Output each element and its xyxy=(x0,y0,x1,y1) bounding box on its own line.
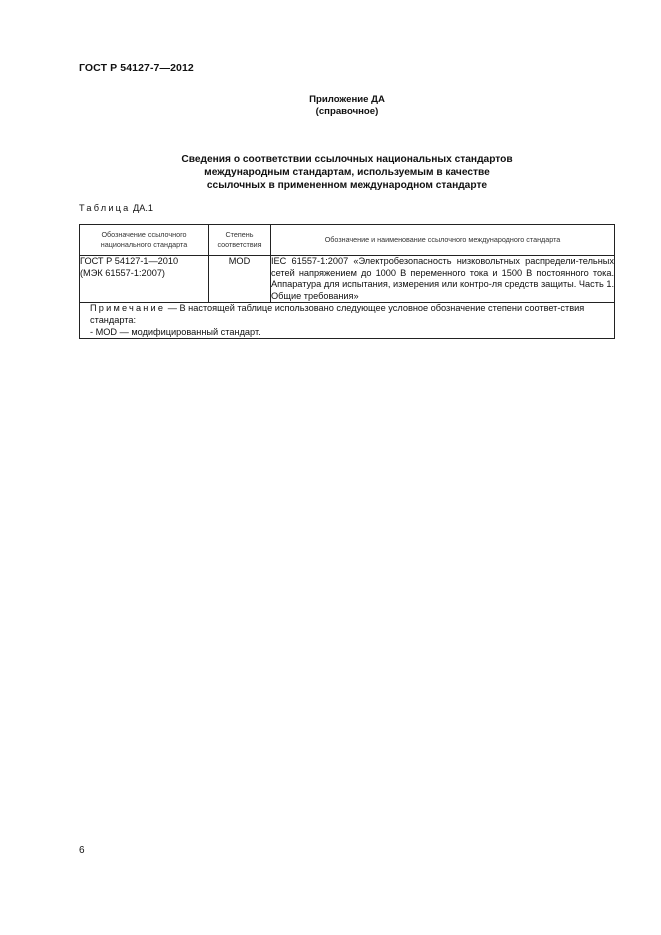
section-title-line-1: Сведения о соответствии ссылочных национальных стандартов xyxy=(181,154,513,165)
appendix-heading xyxy=(0,94,661,118)
table-caption xyxy=(79,203,153,213)
section-title-line-2: международным стандартам, используемым в качестве xyxy=(204,167,490,178)
note-label: Примечание xyxy=(90,303,166,314)
page-number: 6 xyxy=(79,845,85,856)
table-note xyxy=(80,303,615,339)
header-international-standard: Обозначение и наименование ссылочного международного стандарта xyxy=(271,225,615,256)
cell-degree: MOD xyxy=(209,256,271,303)
table-header-row xyxy=(80,225,615,256)
note-item: - MOD — модифицированный стандарт. xyxy=(90,326,261,337)
note-text: — В настоящей таблице использовано следующее условное обозначение степени соответ-ствия стандарта: xyxy=(90,303,585,325)
header-national-standard: Обозначение ссылочного национального стандарта xyxy=(80,225,209,256)
cell-national-standard: ГОСТ Р 54127-1—2010 (МЭК 61557-1:2007) xyxy=(80,256,209,303)
table-row xyxy=(80,256,615,303)
section-title xyxy=(0,153,661,192)
section-title-line-3: ссылочных в примененном международном стандарте xyxy=(206,180,488,191)
document-id-header: ГОСТ Р 54127-7—2012 xyxy=(79,62,194,74)
cell-international-standard: IEC 61557-1:2007 «Электробезопасность низковольтных распредели-тельных сетей напряжением до 1000 В переменного тока и 1500 В постоянного тока. Аппаратура для испытания, измерения или контро-ля средств защиты. Часть 1. Общие требования» xyxy=(271,256,615,303)
appendix-title: Приложение ДА xyxy=(309,94,385,105)
header-degree: Степень соответствия xyxy=(209,225,271,256)
table-caption-number: ДА.1 xyxy=(133,203,154,213)
reference-standards-table xyxy=(79,224,615,339)
appendix-subtitle: (справочное) xyxy=(315,106,379,117)
table-note-row xyxy=(80,303,615,339)
table-caption-word: Таблица xyxy=(79,203,131,213)
